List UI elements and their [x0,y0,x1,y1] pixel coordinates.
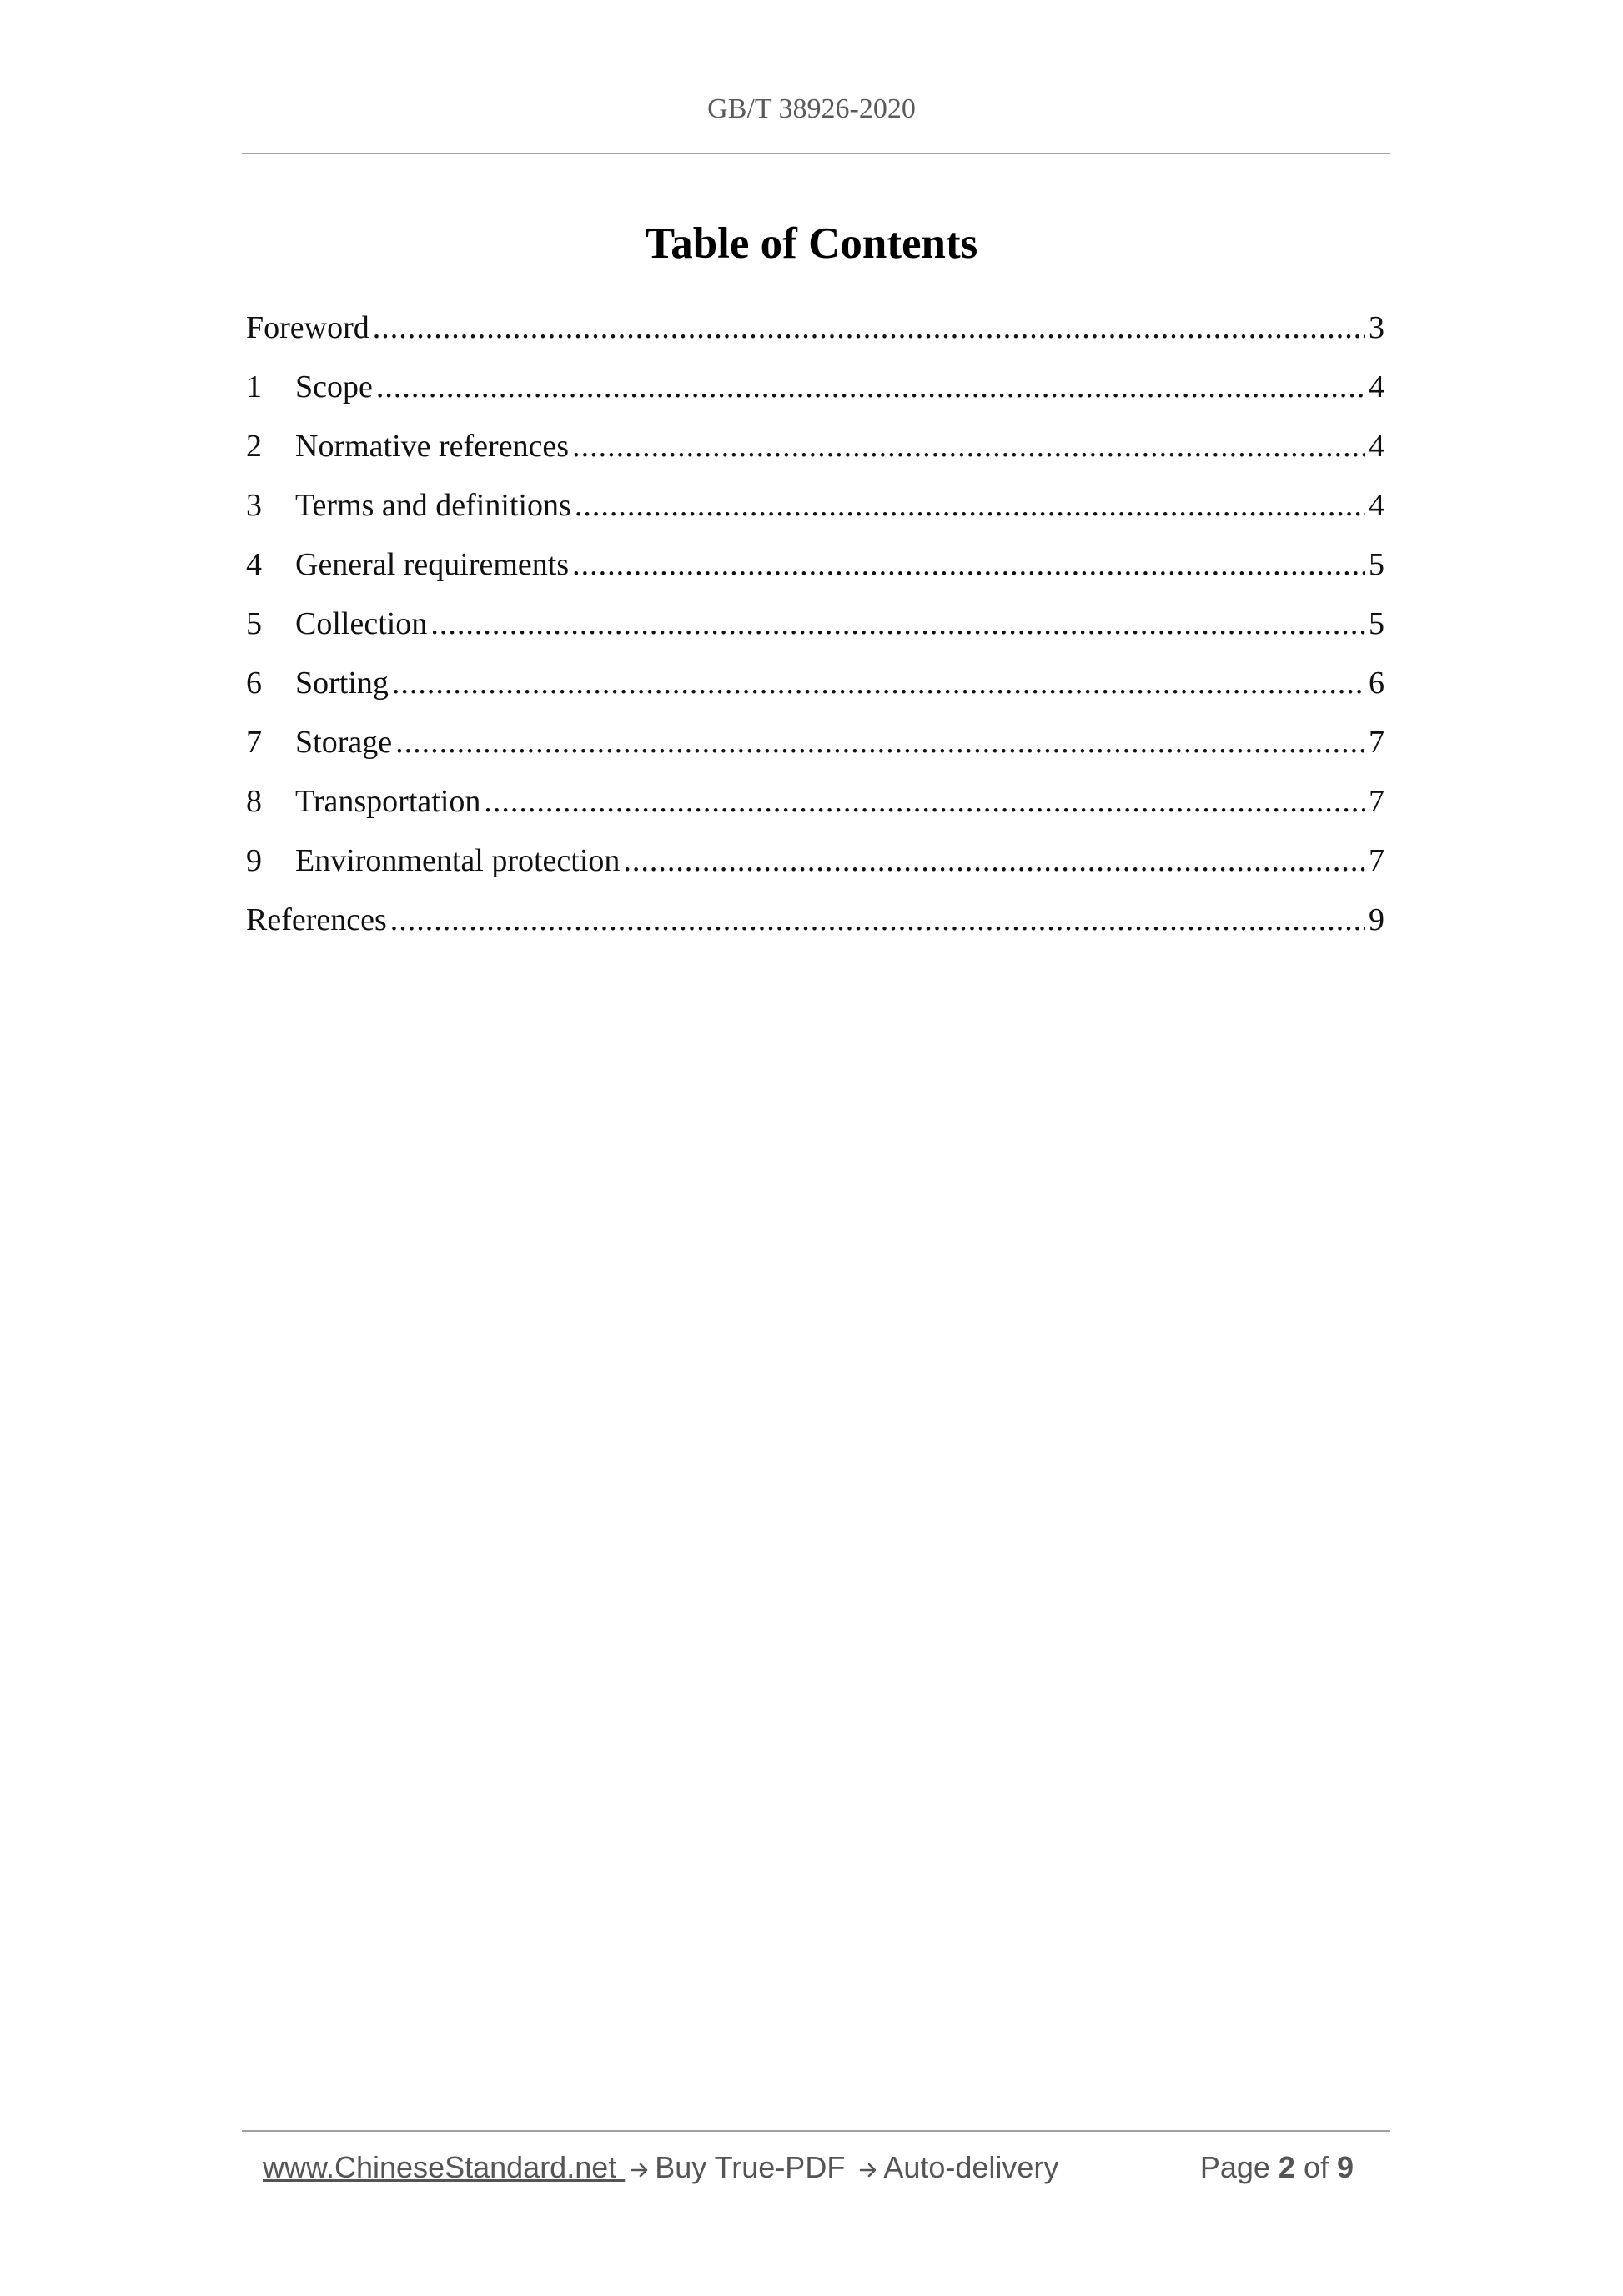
toc-entry-label: General requirements [295,547,570,582]
toc-entry-references[interactable] [246,897,1384,957]
toc-entry-normative-references[interactable] [246,424,1384,483]
toc-entry-number: 1 [246,369,262,404]
toc-entry-label: Collection [295,606,428,641]
toc-entry-number: 7 [246,725,262,760]
toc-entry-number: 4 [246,547,262,582]
toc-dot-leader [575,483,1365,528]
document-header-code: GB/T 38926-2020 [707,93,916,124]
toc-entry-label: Storage [295,725,393,760]
toc-dot-leader [373,305,1365,350]
toc-entry-number: 8 [246,784,262,819]
toc-entry-page: 7 [1369,725,1384,760]
site-link[interactable]: www.ChineseStandard.net [263,2150,626,2184]
toc-entry-label: Terms and definitions [295,488,571,523]
toc-entry-label: Scope [295,369,373,404]
toc-entry-number: 9 [246,843,262,878]
toc-dot-leader [430,601,1365,646]
toc-entry-label: Environmental protection [295,843,621,878]
toc-dot-leader [390,897,1365,942]
toc-dot-leader [484,779,1365,824]
toc-entry-number: 3 [246,488,262,523]
toc-entry-terms-and-definitions[interactable] [246,483,1384,542]
auto-delivery-text: Auto-delivery [883,2150,1059,2184]
current-page-number: 2 [1278,2150,1295,2184]
toc-entry-label: Sorting [295,666,389,701]
toc-entry-page: 5 [1369,606,1384,641]
toc-entry-scope[interactable] [246,364,1384,424]
toc-entry-page: 6 [1369,666,1384,701]
page-footer [263,2150,1372,2192]
page-word: Page [1199,2150,1270,2184]
right-arrow-icon [630,2150,650,2185]
toc-entry-page: 4 [1369,429,1384,464]
toc-entry-page: 4 [1369,369,1384,404]
toc-dot-leader [572,424,1365,469]
toc-title: Table of Contents [645,219,978,268]
toc-entry-page: 7 [1369,784,1384,819]
toc-entry-page: 3 [1369,310,1384,345]
footer-promo [263,2150,1058,2185]
toc-dot-leader [623,838,1365,883]
toc-entry-storage[interactable] [246,720,1384,779]
toc-entry-sorting[interactable] [246,661,1384,720]
footer-divider [242,2130,1390,2132]
header-divider [242,153,1390,154]
of-word: of [1303,2150,1329,2184]
toc-entry-collection[interactable] [246,601,1384,661]
toc-entry-number: 5 [246,606,262,641]
total-pages-number: 9 [1336,2150,1354,2184]
right-arrow-icon [858,2150,878,2185]
toc-dot-leader [376,364,1365,409]
toc-dot-leader [572,542,1365,587]
toc-dot-leader [395,720,1365,765]
toc-entry-environmental-protection[interactable] [246,838,1384,897]
toc-entry-page: 5 [1369,547,1384,582]
toc-entry-label: References [246,902,387,937]
toc-entry-label: Transportation [295,784,481,819]
toc-entry-label: Foreword [246,310,369,345]
toc-entry-label: Normative references [295,429,570,464]
toc-entry-general-requirements[interactable] [246,542,1384,601]
buy-true-pdf-text: Buy True-PDF [655,2150,846,2184]
toc-entry-page: 9 [1369,902,1384,937]
toc-entry-transportation[interactable] [246,779,1384,838]
toc-entry-foreword[interactable] [246,305,1384,364]
toc-entry-page: 4 [1369,488,1384,523]
toc-entry-number: 6 [246,666,262,701]
toc-list [246,305,1384,957]
toc-entry-page: 7 [1369,843,1384,878]
toc-entry-number: 2 [246,429,262,464]
toc-dot-leader [392,661,1365,706]
page-indicator [1200,2150,1362,2185]
